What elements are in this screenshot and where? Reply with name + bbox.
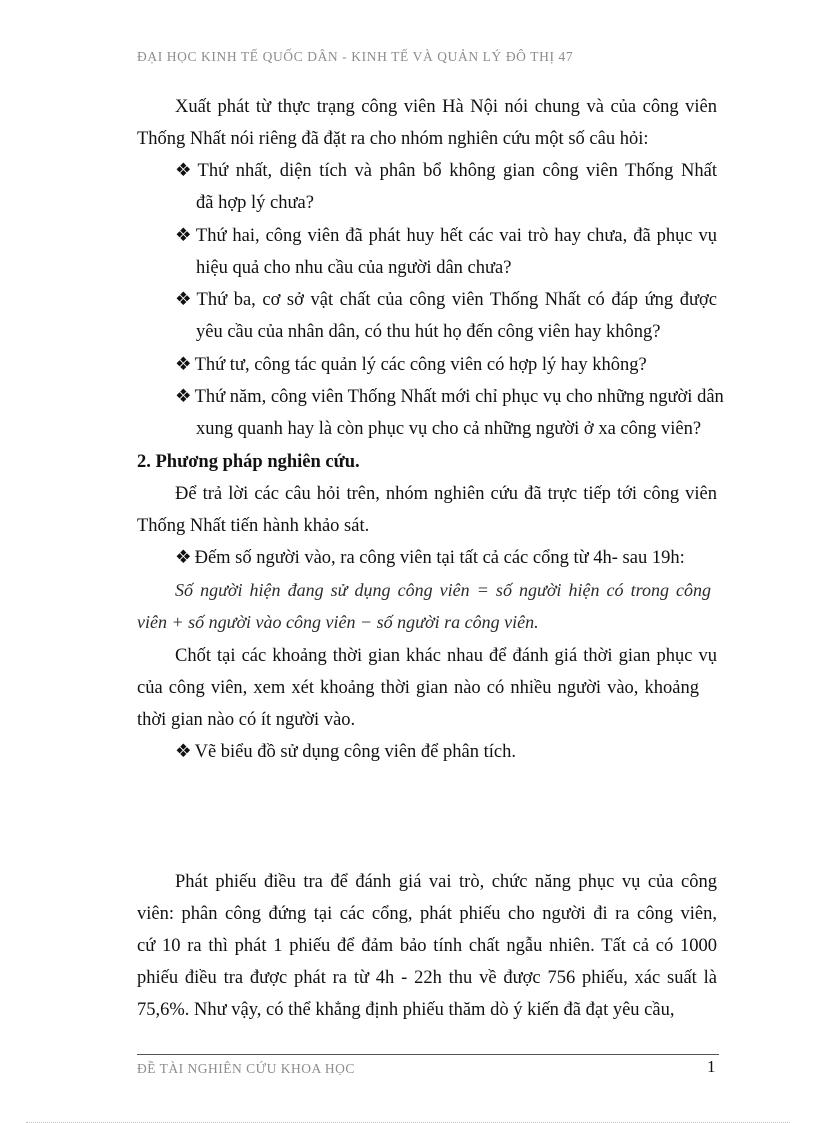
page-number: 1: [707, 1057, 716, 1076]
question-3-line-1: [175, 288, 717, 312]
diamond-bullet-icon: ❖: [175, 161, 195, 181]
question-5-line-1: [175, 385, 724, 409]
question-text: Thứ ba, cơ sở vật chất của công viên Thống Nhất có đáp ứng được: [196, 290, 718, 310]
running-footer: ĐỀ TÀI NGHIÊN CỨU KHOA HỌC: [137, 1061, 355, 1076]
method-paragraph-line-2: Thống Nhất tiến hành khảo sát.: [137, 516, 370, 536]
question-text: Thứ tư, công tác quản lý các công viên có hợp lý hay không?: [194, 355, 647, 375]
method-paragraph-line-1: Để trả lời các câu hỏi trên, nhóm nghiên cứu đã trực tiếp tới công viên: [175, 484, 717, 504]
formula-line-2: viên + số người vào công viên − số người ra công viên.: [137, 612, 539, 632]
checkpoint-paragraph-line-3: thời gian nào có ít người vào.: [137, 710, 356, 730]
survey-paragraph-line-4: phiếu điều tra được phát ra từ 4h - 22h thu về được 756 phiếu, xác suất là: [137, 968, 717, 988]
question-5-line-2: xung quanh hay là còn phục vụ cho cả những người ở xa công viên?: [196, 419, 702, 439]
survey-paragraph-line-3: cứ 10 ra thì phát 1 phiếu để đảm bảo tính chất ngẫu nhiên. Tất cả có 1000: [137, 936, 717, 956]
question-2-line-1: [175, 224, 717, 248]
formula-line-1: Số người hiện đang sử dụng công viên = số người hiện có trong công: [175, 580, 711, 600]
survey-paragraph-line-2: viên: phân công đứng tại các cổng, phát phiếu cho người đi ra công viên,: [137, 904, 717, 924]
diamond-bullet-icon: ❖: [175, 387, 192, 407]
diamond-bullet-icon: ❖: [175, 226, 193, 246]
diamond-bullet-icon: ❖: [175, 548, 192, 568]
checkpoint-paragraph-line-1: Chốt tại các khoảng thời gian khác nhau để đánh giá thời gian phục vụ: [175, 646, 717, 666]
footer-divider: [137, 1054, 719, 1055]
question-1-line-1: [175, 159, 717, 183]
question-4-line-1: [175, 353, 647, 377]
question-3-line-2: yêu cầu của nhân dân, có thu hút họ đến công viên hay không?: [196, 322, 661, 342]
count-bullet: [175, 546, 685, 570]
section-heading: 2. Phương pháp nghiên cứu.: [137, 452, 360, 472]
question-text: Thứ năm, công viên Thống Nhất mới chỉ phục vụ cho những người dân: [194, 387, 724, 407]
running-header: ĐẠI HỌC KINH TẾ QUỐC DÂN - KINH TẾ VÀ QUẢN LÝ ĐÔ THỊ 47: [137, 49, 574, 64]
intro-line-2: Thống Nhất nói riêng đã đặt ra cho nhóm nghiên cứu một số câu hỏi:: [137, 129, 649, 149]
count-bullet-text: Đếm số người vào, ra công viên tại tất cả các cổng từ 4h- sau 19h:: [194, 548, 685, 568]
survey-paragraph-line-1: Phát phiếu điều tra để đánh giá vai trò, chức năng phục vụ của công: [175, 872, 717, 892]
diamond-bullet-icon: ❖: [175, 290, 194, 310]
survey-paragraph-line-5: 75,6%. Như vậy, có thể khẳng định phiếu thăm dò ý kiến đã đạt yêu cầu,: [137, 1000, 675, 1020]
question-2-line-2: hiệu quả cho nhu cầu của người dân chưa?: [196, 258, 512, 278]
intro-line-1: Xuất phát từ thực trạng công viên Hà Nội nói chung và của công viên: [175, 97, 717, 117]
chart-bullet: [175, 740, 516, 764]
diamond-bullet-icon: ❖: [175, 355, 192, 375]
checkpoint-paragraph-line-2: của công viên, xem xét khoảng thời gian nào có nhiều người vào, khoảng: [137, 678, 699, 698]
question-text: Thứ nhất, diện tích và phân bổ không gian công viên Thống Nhất: [197, 161, 717, 181]
chart-bullet-text: Vẽ biểu đồ sử dụng công viên để phân tích.: [194, 742, 516, 762]
question-text: Thứ hai, công viên đã phát huy hết các vai trò hay chưa, đã phục vụ: [195, 226, 717, 246]
diamond-bullet-icon: ❖: [175, 742, 192, 762]
question-1-line-2: đã hợp lý chưa?: [196, 193, 314, 213]
